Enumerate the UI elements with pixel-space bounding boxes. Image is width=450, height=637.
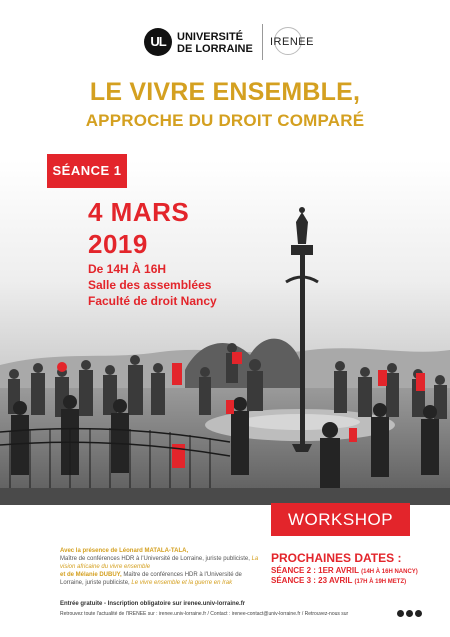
university-name-line2: DE LORRAINE [177, 43, 253, 55]
speaker1-role: Maître de conférences HDR à l'Université de Lorraine, juriste publiciste, [60, 556, 250, 562]
university-name-line1: UNIVERSITÉ [177, 31, 244, 43]
session2-time: (14H À 16H NANCY) [361, 569, 418, 575]
speaker1-topic: La vision africaine du vivre ensemble [60, 556, 259, 570]
session-place: Faculté de droit Nancy [88, 294, 217, 308]
session-room: Salle des assemblées [88, 278, 212, 292]
contact-line: Retrouvez toute l'actualité de l'IRENEE sur : irenee.univ-lorraine.fr / Contact : irenee-contact@univ-lorraine.fr / Retrouvez-nous sur [60, 611, 349, 617]
speakers-intro: Avec la présence de Léonard MATALA-TALA, [60, 548, 189, 554]
title-line1: LE VIVRE ENSEMBLE, [89, 78, 361, 106]
session-time: De 14H À 16H [88, 262, 167, 276]
speakers-block [60, 547, 260, 587]
next-session-2 [271, 566, 418, 575]
crowd-photo [0, 160, 450, 505]
linkedin-icon[interactable] [415, 610, 422, 617]
title-line2: APPROCHE DU DROIT COMPARÉ [85, 111, 365, 130]
session2-label: SÉANCE 2 : 1ER AVRIL [271, 566, 359, 575]
university-logo-icon: UL [144, 28, 172, 56]
registration-note: Entrée gratuite - Inscription obligatoire sur irenee.univ-lorraine.fr [60, 601, 246, 607]
next-dates-title: PROCHAINES DATES : [271, 551, 402, 565]
session3-time: (17H À 19H METZ) [354, 579, 407, 585]
twitter-icon[interactable] [406, 610, 413, 617]
speaker2-role: Maître de conférences HDR à l'Université de Lorraine, juriste publiciste, [60, 572, 242, 586]
logo-bar [0, 22, 450, 64]
session-badge: SÉANCE 1 [47, 154, 127, 188]
irenee-logo [270, 27, 314, 57]
university-name [177, 31, 253, 55]
session3-label: SÉANCE 3 : 23 AVRIL [271, 576, 353, 585]
speaker2-topic: Le vivre ensemble et la guerre en Irak [131, 580, 233, 586]
facebook-icon[interactable] [397, 610, 404, 617]
logo-divider [262, 24, 263, 60]
speaker2-intro: et de Mélanie DUBUY, [60, 572, 122, 578]
session-date-year: 2019 [88, 229, 148, 259]
session-date-day: 4 MARS [88, 197, 190, 227]
workshop-badge: WORKSHOP [271, 503, 410, 536]
next-session-3 [271, 576, 406, 585]
irenee-logo-text: IRENEE [270, 36, 314, 48]
